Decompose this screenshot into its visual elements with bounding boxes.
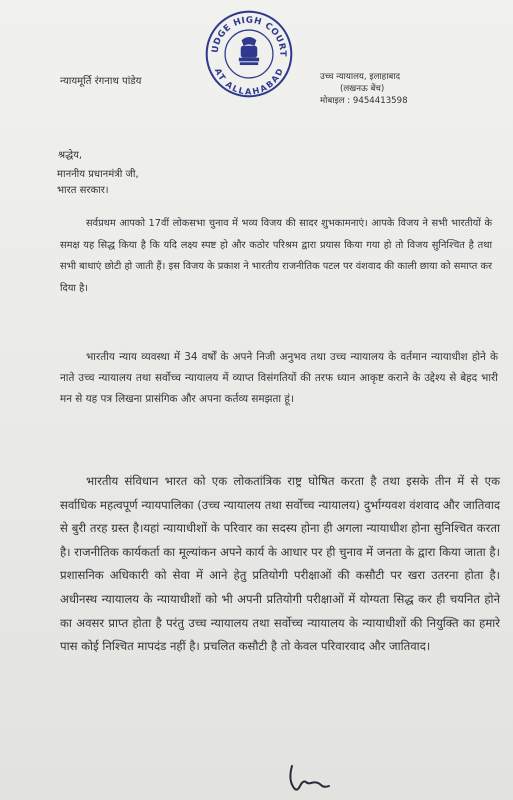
sender-name: न्यायमूर्ति रंगनाथ पांडेय <box>60 76 142 87</box>
svg-text:AT ALLAHABAD <box>213 67 285 97</box>
salutation: श्रद्धेय, <box>58 150 83 161</box>
office-bench: (लखनऊ बेंच) <box>340 84 385 94</box>
seal-top-text: UDGE HIGH COURT <box>210 15 288 58</box>
signature-mark <box>286 762 332 792</box>
sender-office <box>320 71 408 107</box>
addressee <box>57 167 139 199</box>
paragraph-2: भारतीय न्याय व्यवस्था में 34 वर्षों के अपने निजी अनुभव तथा उच्च न्यायालय के वर्तमान न्यायाधीश होने के नाते उच्च न्यायालय तथा सर्वोच्च न्यायालय में व्याप्त विसंगतियों की तरफ ध्यान आकृष्ट कराने के उद्देश्य से बेहद भारी मन से यह पत्र लिखना प्रासंगिक और अपना कर्तव्य समझता हूं। <box>60 351 498 405</box>
emblem-icon <box>239 37 259 65</box>
paragraph-1: सर्वप्रथम आपको 17वीं लोकसभा चुनाव में भव्य विजय की सादर शुभकामनाएं। आपके विजय ने सभी भारतीयों के समक्ष यह सिद्ध किया है कि यदि लक्ष्य स्पष्ट हो और कठोर परिश्रम द्वारा प्रयास किया गया हो तो विजय सुनिश्चित है तथा सभी बाधाएं छोटी हो जाती हैं। इस विजय के प्रकाश ने भारतीय राजनीतिक पटल पर वंशवाद की काली छाया को समाप्त कर दिया है। <box>60 218 492 294</box>
seal-bottom-text: AT ALLAHABAD <box>212 66 286 97</box>
paragraph-3: भारतीय संविधान भारत को एक लोकतांत्रिक राष्ट्र घोषित करता है तथा इसके तीन में से एक सर्वाधिक महत्वपूर्ण न्यायपालिका (उच्च न्यायालय तथा सर्वोच्च न्यायालय) दुर्भाग्यवश वंशवाद और जातिवाद से बुरी तरह ग्रस्त है।यहां न्यायाधीशों के परिवार का सदस्य होना ही अगला न्यायाधीश होना सुनिश्चित करता है। राजनीतिक कार्यकर्ता का मूल्यांकन अपने कार्य के आधार पर ही चुनाव में जनता के द्वारा किया जाता है। प्रशासनिक अधिकारी को सेवा में आने हेतु प्रतियोगी परीक्षाओं की कसौटी पर खरा उतरना होता है। अधीनस्थ न्यायालय के न्यायाधीशों को भी अपनी प्रतियोगी परीक्षाओं में योग्यता सिद्ध कर ही चयनित होने का अवसर प्राप्त होता है परंतु उच्च न्यायालय तथा सर्वोच्च न्यायालय के न्यायाधीशों की नियुक्ति का हमारे पास कोई निश्चित मापदंड नहीं है। प्रचलित कसौटी है तो केवल परिवारवाद और जातिवाद। <box>60 474 500 654</box>
high-court-seal <box>203 8 295 100</box>
addressee-title: माननीय प्रधानमंत्री जी, <box>57 169 139 180</box>
office-name: उच्च न्यायालय, इलाहाबाद <box>320 72 401 82</box>
office-mobile: मोबाइल : 9454413598 <box>320 96 408 106</box>
addressee-government: भारत सरकार। <box>57 185 109 196</box>
